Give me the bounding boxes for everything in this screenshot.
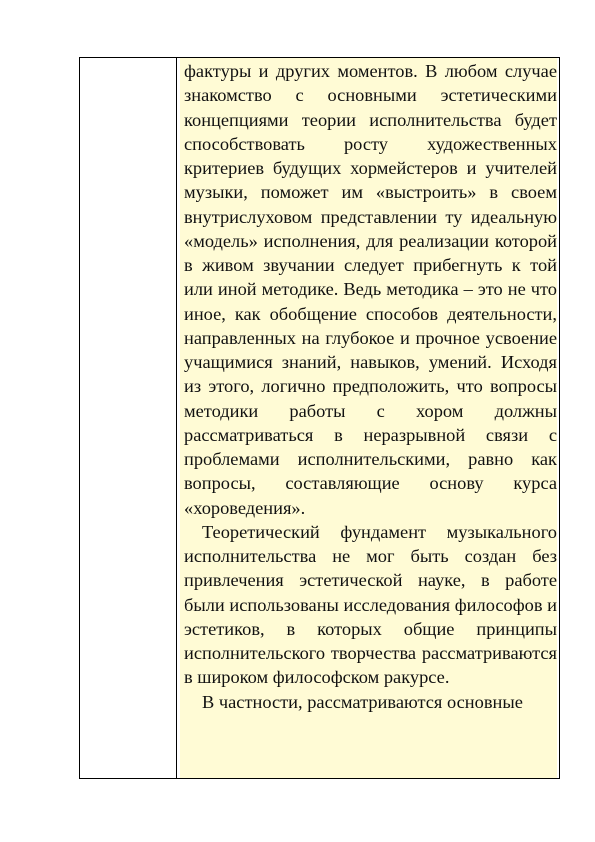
paragraph-in-particular: В частности, рассматриваются основные [202, 691, 523, 712]
paragraph-theoretical-foundation: Теоретический фундамент музыкального исполнительства не мог быть создан без привлечения эстетической науке, в работе были использованы исследования философов и эстетиков, в которых общие принципы исполнительского творчества рассматриваются в широком философском ракурсе. [184, 521, 557, 688]
left-empty-cell [80, 58, 177, 778]
paragraph-continuation: фактуры и других моментов. В любом случае знакомство с основными эстетическими концепциями теории исполнительства будет способствовать росту художественных критериев будущих хормейстеров и учителей музыки, поможет им «выстроить» в своем внутрислуховом представлении ту идеальную «модель» исполнения, для реализации которой в живом звучании следует прибегнуть к той или иной методике. Ведь методика – это не что иное, как обобщение способов деятельности, направленных на глубокое и прочное усвоение учащимися знаний, навыков, умений. Исходя из этого, логично предположить, что вопросы методики работы с хором должны рассматриваться в неразрывной связи с проблемами исполнительскими, равно как вопросы, составляющие основу курса «хороведения». [184, 61, 557, 518]
text-column [180, 58, 557, 714]
page-table [79, 57, 560, 779]
text-cell [180, 58, 557, 778]
